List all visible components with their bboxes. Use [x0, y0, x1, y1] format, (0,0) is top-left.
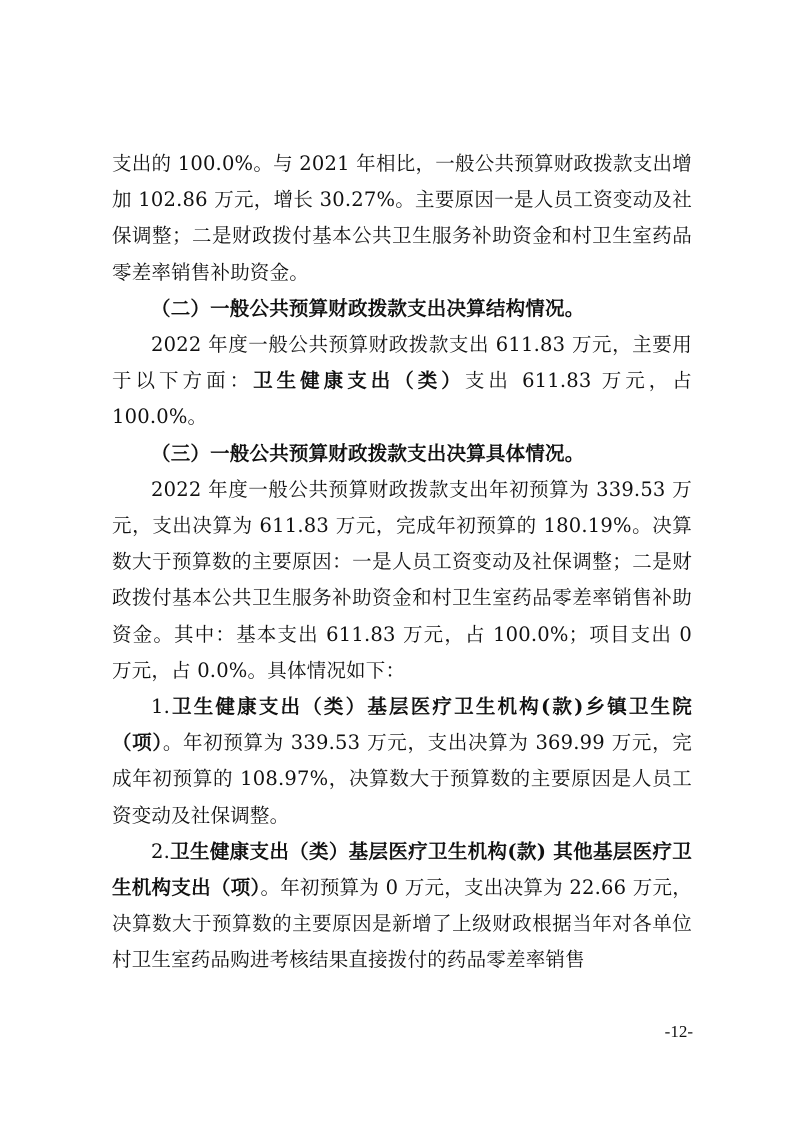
section-heading-details: （三）一般公共预算财政拨款支出决算具体情况。: [151, 441, 585, 465]
paragraph-structure: [112, 327, 692, 436]
list-item-title: 卫生健康支出（类）基层医疗卫生机构(款) 其他基层医疗卫生机构支出（项）: [112, 839, 692, 900]
list-item-number: 1.: [151, 695, 171, 719]
document-body: [112, 146, 692, 979]
paragraph-structure-lead: 2022 年度一般公共预算财政拨款支出 611.83 万元，主要用于以下方面：: [112, 333, 692, 393]
list-item-text: 。年初预算为 339.53 万元，支出决算为 369.99 万元，完成年初预算的 108.97%，决算数大于预算数的主要原因是人员工资变动及社保调整。: [112, 731, 692, 827]
page-number: -12-: [664, 1022, 693, 1041]
list-item-text: 。年初预算为 0 万元，支出决算为 22.66 万元，决算数大于预算数的主要原因是新增了上级财政根据当年对各单位村卫生室药品购进考核结果直接拨付的药品零差率销售: [112, 876, 692, 972]
paragraph-budget-comparison: 支出的 100.0%。与 2021 年相比，一般公共预算财政拨款支出增加 102.86 万元，增长 30.27%。主要原因一是人员工资变动及社保调整；二是财政拨付基本公共卫生服务补助资金和村卫生室药品零差率销售补助资金。: [112, 152, 692, 284]
category-health-label: 卫生健康支出（类）: [253, 369, 465, 393]
list-item-title: 卫生健康支出（类）基层医疗卫生机构(款)乡镇卫生院（项）: [112, 695, 692, 755]
paragraph-details: 2022 年度一般公共预算财政拨款支出年初预算为 339.53 万元，支出决算为 611.83 万元，完成年初预算的 180.19%。决算数大于预算数的主要原因：一是人员工资变动及社保调整；二是财政拨付基本公共卫生服务补助资金和村卫生室药品零差率销售补助资金。其中：基本支出 611.83 万元，占 100.0%；项目支出 0 万元，占 0.0%。具体情况如下：: [112, 477, 692, 682]
paragraph-structure-tail: 支出 611.83 万元，占 100.0%。: [112, 369, 692, 429]
section-heading-structure: （二）一般公共预算财政拨款支出决算结构情况。: [151, 296, 585, 320]
list-item-township-hospital: [112, 689, 692, 834]
list-item-number: 2.: [151, 839, 171, 863]
list-item-other-institutions: [112, 834, 692, 979]
